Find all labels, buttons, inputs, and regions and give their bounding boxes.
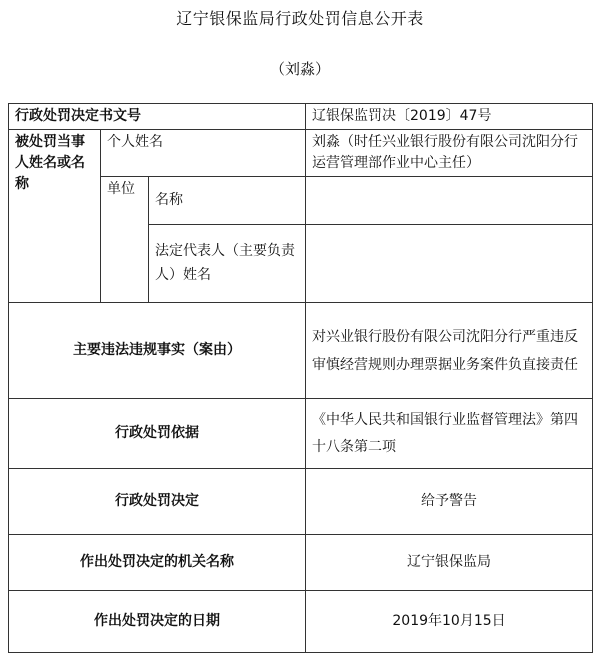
unit-name-value xyxy=(306,177,593,225)
facts-label: 主要违法违规事实（案由） xyxy=(9,303,306,399)
basis-label: 行政处罚依据 xyxy=(9,399,306,469)
doc-number-label: 行政处罚决定书文号 xyxy=(9,104,306,130)
decision-label: 行政处罚决定 xyxy=(9,469,306,535)
date-value: 2019年10月15日 xyxy=(306,591,593,653)
table-row xyxy=(9,535,593,591)
doc-number-value: 辽银保监罚决〔2019〕47号 xyxy=(306,104,593,130)
unit-name-label: 名称 xyxy=(149,177,306,225)
table-row xyxy=(9,303,593,399)
basis-value: 《中华人民共和国银行业监督管理法》第四十八条第二项 xyxy=(306,399,593,469)
individual-name-value: 刘淼（时任兴业银行股份有限公司沈阳分行运营管理部作业中心主任） xyxy=(306,130,593,177)
date-label: 作出处罚决定的日期 xyxy=(9,591,306,653)
page-title: 辽宁银保监局行政处罚信息公开表 xyxy=(176,9,424,28)
table-row xyxy=(9,130,593,177)
table-row xyxy=(9,399,593,469)
table-row xyxy=(9,469,593,535)
table-row xyxy=(9,591,593,653)
penalty-info-table xyxy=(8,103,593,653)
legal-rep-value xyxy=(306,225,593,303)
authority-label: 作出处罚决定的机关名称 xyxy=(9,535,306,591)
legal-rep-label: 法定代表人（主要负责人）姓名 xyxy=(149,225,306,303)
table-row xyxy=(9,104,593,130)
decision-value: 给予警告 xyxy=(306,469,593,535)
individual-name-label: 个人姓名 xyxy=(101,130,306,177)
page-subtitle: （刘淼） xyxy=(269,60,330,78)
authority-value: 辽宁银保监局 xyxy=(306,535,593,591)
unit-label: 单位 xyxy=(101,177,149,303)
party-label: 被处罚当事人姓名或名称 xyxy=(9,130,101,303)
facts-value: 对兴业银行股份有限公司沈阳分行严重违反审慎经营规则办理票据业务案件负直接责任 xyxy=(306,303,593,399)
